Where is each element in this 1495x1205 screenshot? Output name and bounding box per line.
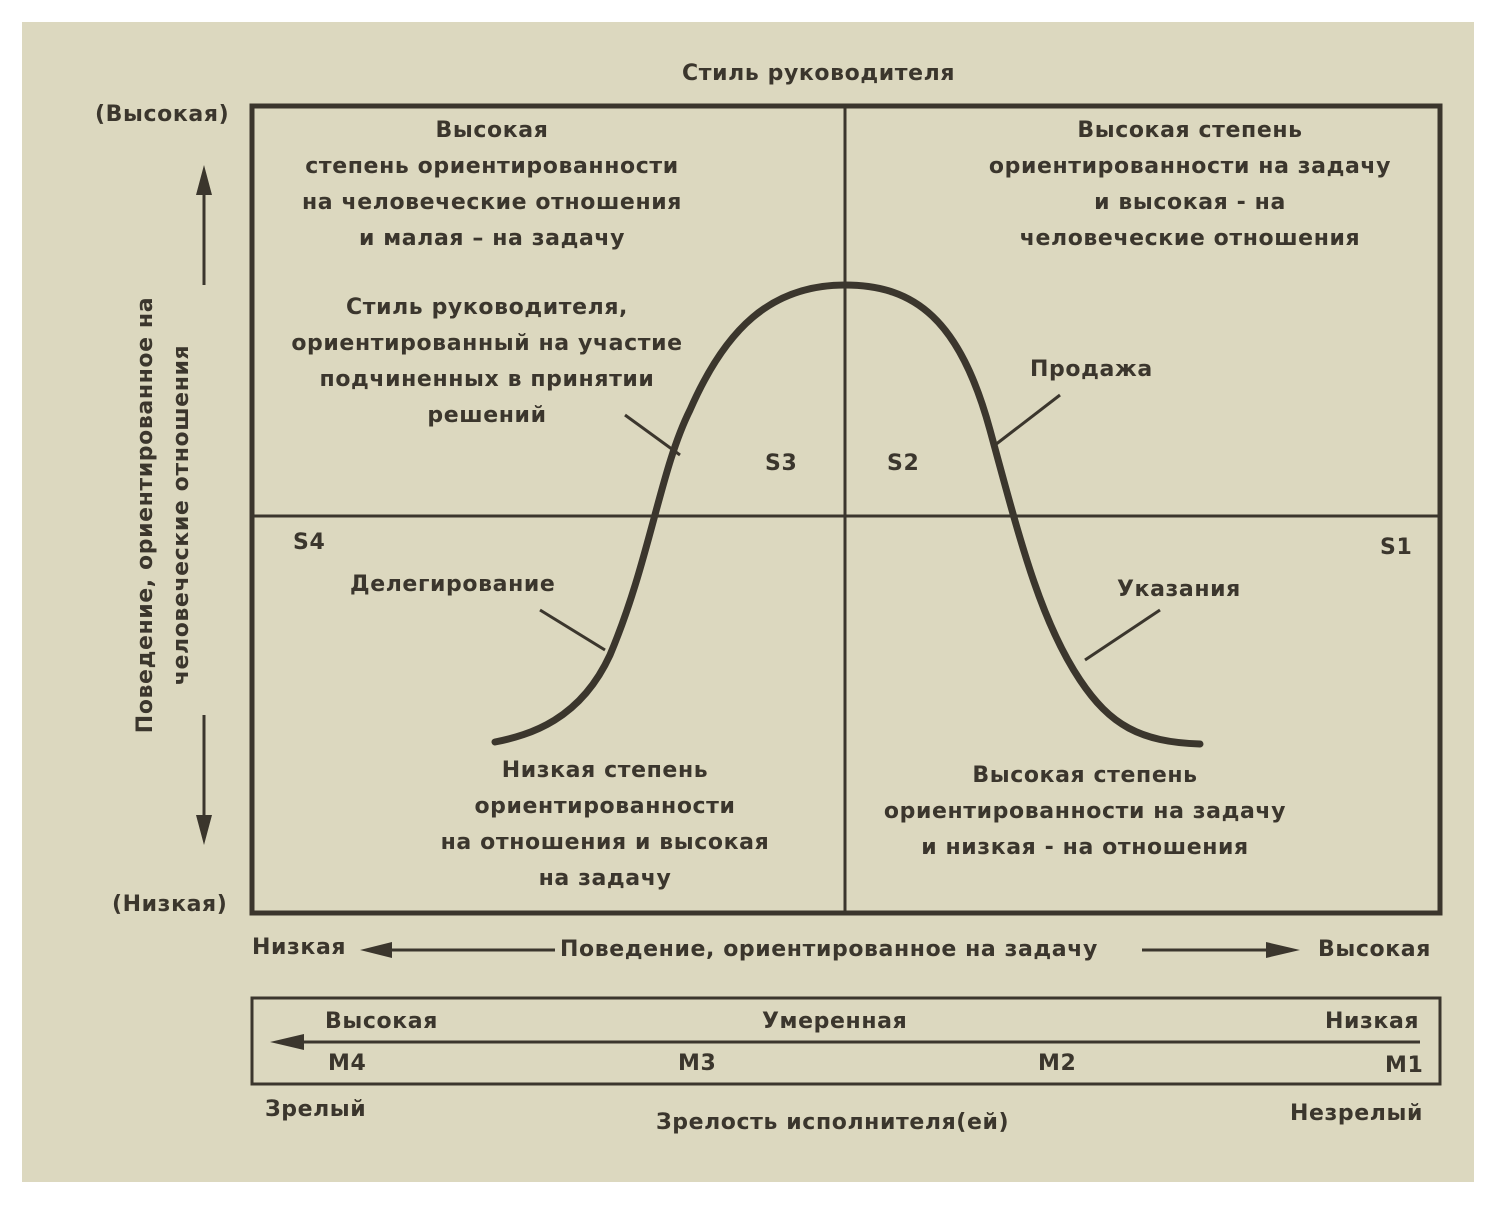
style-s1-label: S1 <box>1380 535 1413 560</box>
maturity-moderate-label: Умеренная <box>762 1009 908 1034</box>
maturity-low-label: Низкая <box>1325 1009 1420 1034</box>
mature-label: Зрелый <box>265 1097 367 1122</box>
y-axis-label-line-1: Поведение, ориентированное на <box>133 296 158 734</box>
participating-label: Стиль руководителя, ориентированный на участие подчиненных в принятии решений <box>291 295 683 428</box>
y-axis-low-label: (Низкая) <box>112 892 228 917</box>
maturity-m1-label: M1 <box>1385 1053 1424 1078</box>
maturity-m4-label: M4 <box>328 1051 367 1076</box>
pointer-delegating <box>540 610 605 650</box>
style-s3-label: S3 <box>765 451 798 476</box>
x-axis-arrow-right-icon <box>1266 942 1300 958</box>
telling-label: Указания <box>1117 577 1241 602</box>
y-axis-high-label: (Высокая) <box>95 102 230 127</box>
x-axis-low-label: Низкая <box>252 935 347 960</box>
y-axis-label-line-2: человеческие отношения <box>169 344 194 686</box>
selling-label: Продажа <box>1030 357 1153 382</box>
quadrant-top-left-text: Высокая степень ориентированности на человеческие отношения и малая – на задачу <box>302 118 682 251</box>
quadrant-bottom-left-text: Низкая степень ориентированности на отношения и высокая на задачу <box>440 758 770 891</box>
delegating-label: Делегирование <box>350 572 556 597</box>
quadrant-bottom-right-text: Высокая степень ориентированности на задачу и низкая - на отношения <box>883 763 1287 860</box>
x-axis-label: Поведение, ориентированное на задачу <box>560 937 1098 962</box>
maturity-m3-label: M3 <box>678 1051 717 1076</box>
style-s2-label: S2 <box>887 451 920 476</box>
maturity-axis-label: Зрелость исполнителя(ей) <box>656 1110 1010 1135</box>
maturity-high-label: Высокая <box>325 1009 438 1034</box>
style-s4-label: S4 <box>293 530 326 555</box>
immature-label: Незрелый <box>1290 1101 1424 1126</box>
maturity-m2-label: M2 <box>1038 1051 1077 1076</box>
x-axis-high-label: Высокая <box>1318 937 1431 962</box>
pointer-telling <box>1085 610 1160 660</box>
diagram-title: Стиль руководителя <box>682 61 956 86</box>
maturity-arrow-left-icon <box>270 1034 304 1050</box>
quadrant-top-right-text: Высокая степень ориентированности на задачу и высокая - на человеческие отношения <box>988 118 1392 251</box>
pointer-selling <box>995 395 1060 445</box>
